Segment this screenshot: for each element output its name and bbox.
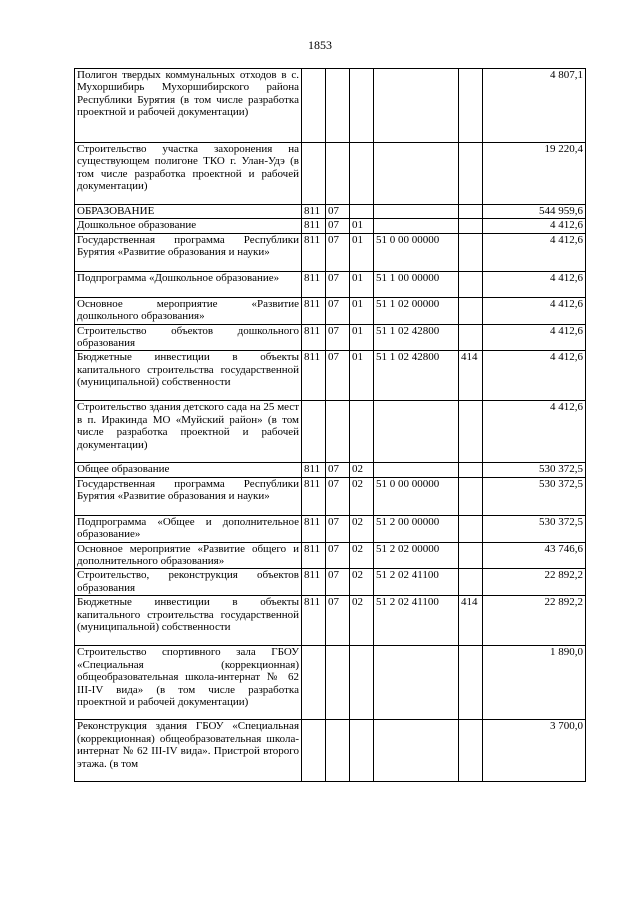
- csr-cell: [374, 646, 459, 720]
- gr-cell: 811: [302, 297, 326, 324]
- vr-cell: [459, 233, 483, 271]
- vr-cell: 414: [459, 351, 483, 401]
- csr-cell: 51 1 00 00000: [374, 271, 459, 297]
- pr-cell: 01: [350, 271, 374, 297]
- vr-cell: [459, 463, 483, 477]
- vr-cell: [459, 720, 483, 782]
- amount-cell: 22 892,2: [483, 569, 586, 596]
- name-cell: Строительство участка захоронения на существующем полигоне ТКО г. Улан-Удэ (в том числе разработка проектной и рабочей документации): [75, 143, 302, 205]
- rz-cell: 07: [326, 297, 350, 324]
- pr-cell: [350, 401, 374, 463]
- table-row: [75, 463, 586, 477]
- pr-cell: 01: [350, 297, 374, 324]
- amount-cell: 22 892,2: [483, 596, 586, 646]
- name-cell: Строительство, реконструкция объектов образования: [75, 569, 302, 596]
- page-number: 1853: [308, 38, 332, 52]
- table-row: [75, 69, 586, 143]
- rz-cell: 07: [326, 463, 350, 477]
- name-cell: Реконструкция здания ГБОУ «Специальная (коррекционная) общеобразовательная школа-интернат № 62 III-IV вида». Пристрой второго этажа. (в том: [75, 720, 302, 782]
- pr-cell: 01: [350, 351, 374, 401]
- amount-cell: 43 746,6: [483, 542, 586, 569]
- rz-cell: [326, 69, 350, 143]
- vr-cell: [459, 542, 483, 569]
- pr-cell: 02: [350, 463, 374, 477]
- pr-cell: [350, 69, 374, 143]
- vr-cell: 414: [459, 596, 483, 646]
- vr-cell: [459, 401, 483, 463]
- pr-cell: 01: [350, 324, 374, 351]
- budget-table: [74, 68, 586, 782]
- gr-cell: 811: [302, 233, 326, 271]
- pr-cell: 02: [350, 596, 374, 646]
- table-row: [75, 569, 586, 596]
- csr-cell: [374, 401, 459, 463]
- amount-cell: 4 807,1: [483, 69, 586, 143]
- amount-cell: 3 700,0: [483, 720, 586, 782]
- vr-cell: [459, 515, 483, 542]
- amount-cell: 4 412,6: [483, 324, 586, 351]
- gr-cell: 811: [302, 477, 326, 515]
- rz-cell: [326, 143, 350, 205]
- name-cell: Государственная программа Республики Бурятия «Развитие образования и науки»: [75, 477, 302, 515]
- amount-cell: 4 412,6: [483, 351, 586, 401]
- amount-cell: 4 412,6: [483, 233, 586, 271]
- vr-cell: [459, 297, 483, 324]
- csr-cell: 51 0 00 00000: [374, 477, 459, 515]
- name-cell: Общее образование: [75, 463, 302, 477]
- csr-cell: 51 2 02 41100: [374, 569, 459, 596]
- vr-cell: [459, 205, 483, 219]
- name-cell: Строительство здания детского сада на 25 мест в п. Иракинда МО «Муйский район» (в том числе разработка проектной и рабочей документации): [75, 401, 302, 463]
- rz-cell: 07: [326, 542, 350, 569]
- gr-cell: 811: [302, 596, 326, 646]
- rz-cell: 07: [326, 515, 350, 542]
- csr-cell: 51 2 02 00000: [374, 542, 459, 569]
- amount-cell: 4 412,6: [483, 401, 586, 463]
- pr-cell: 02: [350, 569, 374, 596]
- amount-cell: 4 412,6: [483, 219, 586, 233]
- pr-cell: 01: [350, 219, 374, 233]
- amount-cell: 530 372,5: [483, 515, 586, 542]
- table-row: [75, 271, 586, 297]
- name-cell: Строительство спортивного зала ГБОУ «Специальная (коррекционная) общеобразовательная школа-интернат № 62 III-IV вида» (в том числе разработка проектной и рабочей документации): [75, 646, 302, 720]
- pr-cell: 02: [350, 542, 374, 569]
- csr-cell: [374, 463, 459, 477]
- budget-table-body: [75, 69, 586, 782]
- rz-cell: [326, 720, 350, 782]
- amount-cell: 19 220,4: [483, 143, 586, 205]
- amount-cell: 530 372,5: [483, 463, 586, 477]
- rz-cell: [326, 401, 350, 463]
- csr-cell: 51 1 02 42800: [374, 324, 459, 351]
- pr-cell: [350, 646, 374, 720]
- table-row: [75, 401, 586, 463]
- gr-cell: 811: [302, 324, 326, 351]
- vr-cell: [459, 219, 483, 233]
- pr-cell: 02: [350, 477, 374, 515]
- csr-cell: 51 2 00 00000: [374, 515, 459, 542]
- table-row: [75, 219, 586, 233]
- csr-cell: [374, 720, 459, 782]
- table-row: [75, 324, 586, 351]
- rz-cell: 07: [326, 569, 350, 596]
- rz-cell: 07: [326, 233, 350, 271]
- gr-cell: [302, 143, 326, 205]
- rz-cell: 07: [326, 351, 350, 401]
- table-row: [75, 143, 586, 205]
- pr-cell: [350, 143, 374, 205]
- name-cell: Основное мероприятие «Развитие общего и дополнительного образования»: [75, 542, 302, 569]
- rz-cell: 07: [326, 324, 350, 351]
- gr-cell: 811: [302, 542, 326, 569]
- csr-cell: [374, 143, 459, 205]
- table-row: [75, 297, 586, 324]
- name-cell: Полигон твердых коммунальных отходов в с. Мухоршибирь Мухоршибирского района Республики Бурятия (в том числе разработка проектной и рабочей документации): [75, 69, 302, 143]
- gr-cell: 811: [302, 205, 326, 219]
- table-row: [75, 477, 586, 515]
- name-cell: Подпрограмма «Общее и дополнительное образование»: [75, 515, 302, 542]
- pr-cell: [350, 720, 374, 782]
- pr-cell: 02: [350, 515, 374, 542]
- name-cell: Строительство объектов дошкольного образования: [75, 324, 302, 351]
- gr-cell: [302, 646, 326, 720]
- vr-cell: [459, 324, 483, 351]
- name-cell: Бюджетные инвестиции в объекты капитального строительства государственной (муниципальной) собственности: [75, 351, 302, 401]
- pr-cell: [350, 205, 374, 219]
- name-cell: Бюджетные инвестиции в объекты капитального строительства государственной (муниципальной) собственности: [75, 596, 302, 646]
- gr-cell: 811: [302, 219, 326, 233]
- name-cell: ОБРАЗОВАНИЕ: [75, 205, 302, 219]
- gr-cell: [302, 401, 326, 463]
- table-row: [75, 351, 586, 401]
- rz-cell: 07: [326, 477, 350, 515]
- gr-cell: 811: [302, 515, 326, 542]
- table-row: [75, 542, 586, 569]
- name-cell: Дошкольное образование: [75, 219, 302, 233]
- amount-cell: 4 412,6: [483, 271, 586, 297]
- vr-cell: [459, 271, 483, 297]
- csr-cell: [374, 69, 459, 143]
- rz-cell: 07: [326, 596, 350, 646]
- vr-cell: [459, 143, 483, 205]
- vr-cell: [459, 646, 483, 720]
- table-row: [75, 515, 586, 542]
- vr-cell: [459, 477, 483, 515]
- table-row: [75, 233, 586, 271]
- rz-cell: 07: [326, 219, 350, 233]
- csr-cell: [374, 219, 459, 233]
- csr-cell: 51 0 00 00000: [374, 233, 459, 271]
- rz-cell: [326, 646, 350, 720]
- gr-cell: 811: [302, 569, 326, 596]
- amount-cell: 4 412,6: [483, 297, 586, 324]
- csr-cell: 51 1 02 00000: [374, 297, 459, 324]
- vr-cell: [459, 569, 483, 596]
- gr-cell: 811: [302, 271, 326, 297]
- table-row: [75, 205, 586, 219]
- csr-cell: 51 2 02 41100: [374, 596, 459, 646]
- gr-cell: 811: [302, 463, 326, 477]
- gr-cell: 811: [302, 351, 326, 401]
- table-row: [75, 720, 586, 782]
- amount-cell: 530 372,5: [483, 477, 586, 515]
- amount-cell: 544 959,6: [483, 205, 586, 219]
- gr-cell: [302, 720, 326, 782]
- name-cell: Государственная программа Республики Бурятия «Развитие образования и науки»: [75, 233, 302, 271]
- name-cell: Основное мероприятие «Развитие дошкольного образования»: [75, 297, 302, 324]
- rz-cell: 07: [326, 205, 350, 219]
- csr-cell: 51 1 02 42800: [374, 351, 459, 401]
- amount-cell: 1 890,0: [483, 646, 586, 720]
- gr-cell: [302, 69, 326, 143]
- rz-cell: 07: [326, 271, 350, 297]
- name-cell: Подпрограмма «Дошкольное образование»: [75, 271, 302, 297]
- vr-cell: [459, 69, 483, 143]
- pr-cell: 01: [350, 233, 374, 271]
- table-row: [75, 646, 586, 720]
- csr-cell: [374, 205, 459, 219]
- table-row: [75, 596, 586, 646]
